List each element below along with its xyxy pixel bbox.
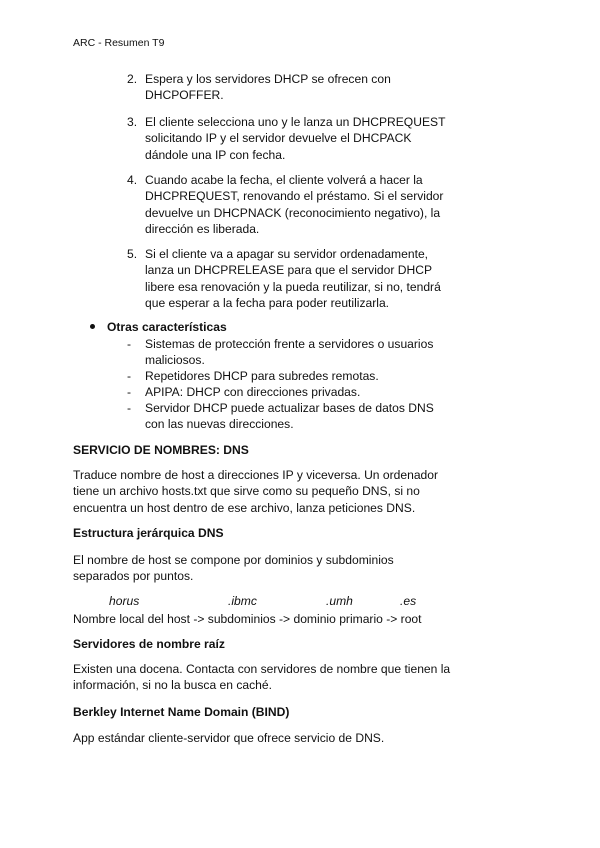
sub-item-text: APIPA: DHCP con direcciones privadas. (145, 385, 361, 399)
dash-icon: - (127, 401, 132, 415)
paragraph: App estándar cliente-servidor que ofrece servicio de DNS. (73, 731, 385, 745)
sub-list-item (127, 384, 447, 400)
sub-item-text: Repetidores DHCP para subredes remotas. (145, 369, 379, 383)
paragraph: Traduce nombre de host a direcciones IP y viceversa. Un ordenador tiene un archivo hosts.txt que sirve como su pequeño DNS, si no encuentra un host dentro de ese archivo, lanza peticiones DNS. (73, 468, 439, 515)
sub-item-text: Servidor DHCP puede actualizar bases de datos DNS con las nuevas direcciones. (145, 401, 434, 432)
bullet-dot-icon (90, 324, 95, 329)
item-text: Espera y los servidores DHCP se ofrecen con DHCPOFFER. (145, 72, 391, 103)
dns-label-root: .es (400, 594, 417, 608)
bullet-heading-text: Otras características (107, 320, 227, 334)
item-number: 2. (127, 72, 138, 86)
section-heading: SERVICIO DE NOMBRES: DNS (73, 443, 249, 457)
dns-label-subdomain: .ibmc (228, 594, 257, 608)
item-text: El cliente selecciona uno y le lanza un DHCPREQUEST solicitando IP y el servidor devuelve el DHCPACK dándole una IP con fecha. (145, 115, 446, 162)
page-header: ARC - Resumen T9 (73, 37, 165, 49)
sub-list-item (127, 400, 447, 433)
dash-icon: - (127, 337, 132, 351)
sub-list-item (127, 368, 447, 384)
item-number: 4. (127, 173, 138, 187)
dash-icon: - (127, 369, 132, 383)
item-number: 5. (127, 247, 138, 261)
section-heading: Servidores de nombre raíz (73, 637, 225, 651)
dns-caption: Nombre local del host -> subdominios -> dominio primario -> root (73, 612, 422, 626)
sub-list-item (127, 336, 447, 369)
sub-item-text: Sistemas de protección frente a servidores o usuarios maliciosos. (145, 337, 434, 368)
list-item (127, 172, 457, 237)
item-text: Si el cliente va a apagar su servidor ordenadamente, lanza un DHCPRELEASE para que el servidor DHCP libere esa renovación y la pueda reutilizar, si no, tendrá que esperar a la fecha para poder reutilizarla. (145, 247, 441, 310)
section-heading: Berkley Internet Name Domain (BIND) (73, 705, 290, 719)
dns-label-primary: .umh (326, 594, 353, 608)
list-item (127, 114, 457, 163)
section-heading: Estructura jerárquica DNS (73, 526, 224, 540)
list-item (127, 71, 457, 104)
dash-icon: - (127, 385, 132, 399)
paragraph: El nombre de host se compone por dominios y subdominios separados por puntos. (73, 553, 394, 584)
item-text: Cuando acabe la fecha, el cliente volverá a hacer la DHCPREQUEST, renovando el préstamo. Si el servidor devuelve un DHCPNACK (reconocimiento negativo), la dirección es liberada. (145, 173, 444, 236)
dns-label-host: horus (109, 594, 140, 608)
paragraph: Existen una docena. Contacta con servidores de nombre que tienen la información, si no la busca en caché. (73, 662, 451, 693)
item-number: 3. (127, 115, 138, 129)
list-item (127, 246, 457, 311)
bullet-heading (90, 320, 227, 334)
